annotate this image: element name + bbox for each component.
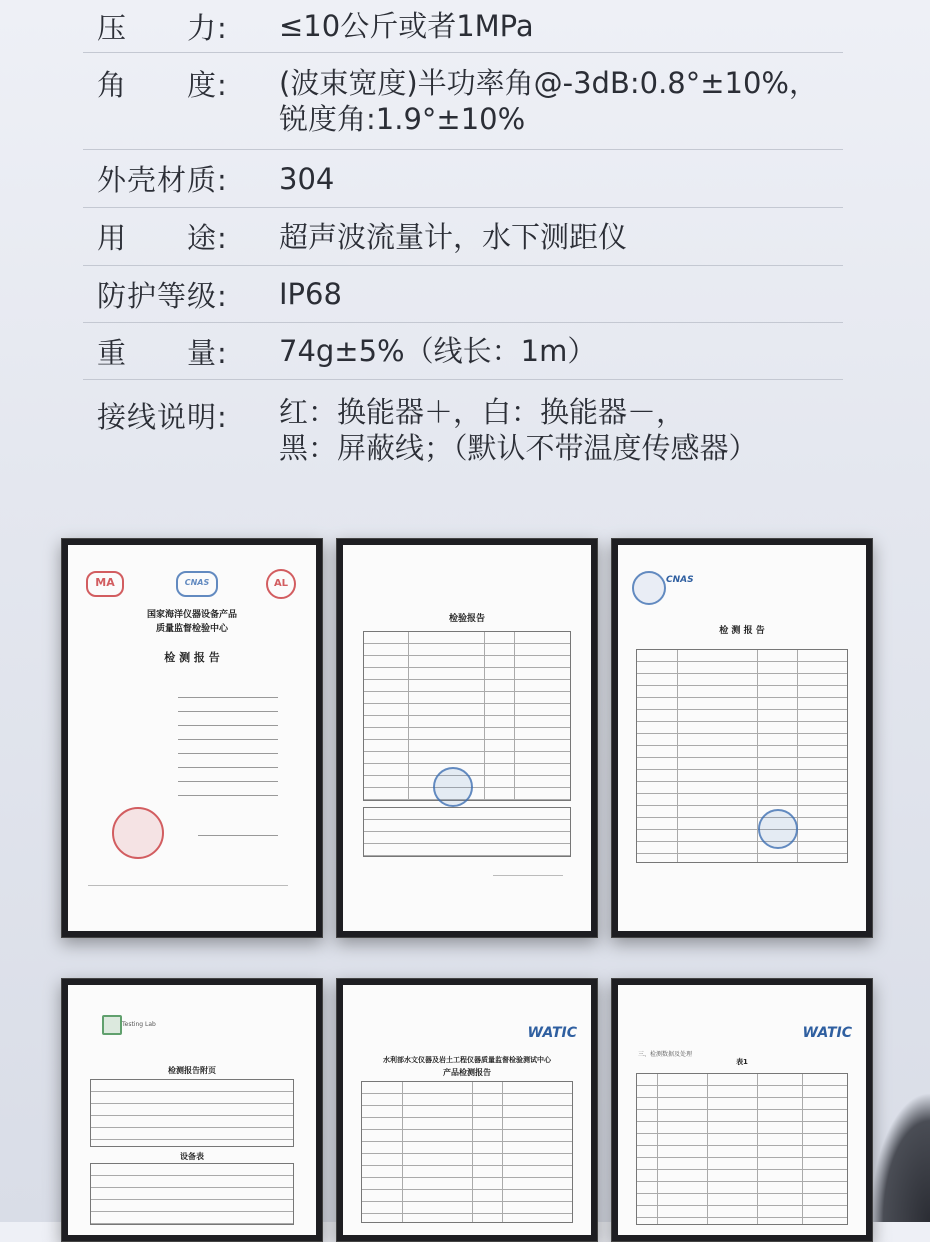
spec-value bbox=[279, 333, 843, 369]
cert-org: CNAS bbox=[666, 575, 694, 585]
spec-row-pressure bbox=[83, 0, 843, 53]
cert-sign-table bbox=[363, 807, 571, 857]
cert-title: 三、检测数据及处理 bbox=[638, 1051, 693, 1058]
spec-value bbox=[279, 65, 843, 137]
cert-title: 检验报告 bbox=[448, 614, 485, 624]
spec-row-weight bbox=[83, 323, 843, 380]
cert-org-line-2: 质量监督检验中心 bbox=[155, 624, 228, 634]
certificate-sheet bbox=[618, 545, 866, 931]
spec-value-line: 锐度角:1.9°±10% bbox=[279, 102, 526, 136]
certificate-sheet bbox=[618, 985, 866, 1235]
spec-value-line: 超声波流量计，水下测距仪 bbox=[279, 219, 628, 254]
watic-logo: WATIC bbox=[527, 1025, 577, 1041]
cma-logo-text: MA bbox=[95, 576, 115, 589]
spec-label: 用 途: bbox=[97, 221, 228, 255]
form-line bbox=[178, 739, 278, 740]
form-line bbox=[178, 753, 278, 754]
spec-label: 重 量: bbox=[97, 335, 228, 370]
red-official-seal bbox=[112, 807, 164, 859]
certificate-sheet bbox=[343, 545, 591, 931]
form-line bbox=[178, 795, 278, 796]
cert-subtitle: 产品检测报告 bbox=[443, 1068, 491, 1077]
spec-label: 角 度: bbox=[97, 68, 228, 102]
certificate-sheet bbox=[343, 985, 591, 1235]
spec-label: 外壳材质: bbox=[97, 163, 228, 197]
form-line bbox=[178, 725, 278, 726]
cert-subtitle: 表1 bbox=[736, 1058, 748, 1066]
spec-value bbox=[279, 390, 843, 466]
certificate-frame-4 bbox=[61, 978, 323, 1242]
footer-line bbox=[493, 875, 563, 876]
cert-data-table bbox=[90, 1079, 294, 1147]
cert-title: 检测报告附页 bbox=[168, 1066, 216, 1075]
cert-data-table bbox=[636, 649, 848, 863]
certificate-frame-6 bbox=[611, 978, 873, 1242]
cert-org: Testing Lab bbox=[122, 1021, 156, 1028]
form-line bbox=[178, 767, 278, 768]
cert-title: 检 测 报 告 bbox=[719, 626, 765, 636]
watic-logo: WATIC bbox=[802, 1025, 852, 1041]
cma-logo bbox=[86, 571, 124, 597]
certificate-sheet bbox=[68, 985, 316, 1235]
cert-subtitle: 设备表 bbox=[180, 1152, 204, 1161]
spec-value-line: 黑：屏蔽线；（默认不带温度传感器） bbox=[279, 430, 758, 465]
certificate-frame-3 bbox=[611, 538, 873, 938]
spec-value-line: 304 bbox=[279, 161, 335, 196]
spec-row-wiring bbox=[83, 380, 843, 475]
spec-row-protection bbox=[83, 266, 843, 323]
spec-value-line: 74g±5%（线长：1m） bbox=[279, 334, 597, 368]
cnas-logo bbox=[632, 571, 666, 605]
signature-line bbox=[198, 835, 278, 836]
cert-title: 水利部水文仪器及岩土工程仪器质量监督检验测试中心 bbox=[383, 1056, 551, 1064]
cert-org-line-1: 国家海洋仪器设备产品 bbox=[146, 610, 237, 620]
form-line bbox=[178, 697, 278, 698]
spec-value-line: ≤10公斤或者1MPa bbox=[279, 9, 534, 43]
spec-row-usage bbox=[83, 208, 843, 266]
form-line bbox=[178, 711, 278, 712]
cnas-logo bbox=[176, 571, 218, 597]
cert-equipment-table bbox=[90, 1163, 294, 1225]
blue-seal bbox=[758, 809, 798, 849]
cal-logo-text: AL bbox=[273, 578, 289, 589]
cnas-logo-text: CNAS bbox=[184, 578, 210, 587]
blue-seal bbox=[433, 767, 473, 807]
spec-value bbox=[279, 8, 843, 44]
cert-data-table bbox=[636, 1073, 848, 1225]
spec-row-angle bbox=[83, 53, 843, 150]
spec-value bbox=[279, 219, 843, 255]
spec-value-line: 红：换能器＋，白：换能器－， bbox=[279, 394, 686, 429]
certificate-frame-5 bbox=[336, 978, 598, 1242]
spec-row-material bbox=[83, 150, 843, 208]
certificate-frame-2 bbox=[336, 538, 598, 938]
spec-value bbox=[279, 161, 843, 197]
spec-label: 压 力: bbox=[97, 10, 228, 45]
spec-label: 防护等级: bbox=[97, 278, 228, 313]
footer-line bbox=[88, 885, 288, 886]
spec-value-line: (波束宽度)半功率角@-3dB:0.8°±10%， bbox=[279, 66, 818, 100]
cert-logo bbox=[102, 1015, 122, 1035]
spec-table bbox=[83, 0, 843, 475]
certificate-frame-1 bbox=[61, 538, 323, 938]
cal-logo bbox=[266, 569, 296, 599]
spec-value-line: IP68 bbox=[279, 277, 342, 311]
form-line bbox=[178, 781, 278, 782]
spec-value bbox=[279, 276, 843, 312]
device-cable-corner bbox=[870, 1092, 930, 1222]
cert-title: 检 测 报 告 bbox=[164, 651, 220, 664]
cert-data-table bbox=[361, 1081, 573, 1223]
certificate-sheet bbox=[68, 545, 316, 931]
spec-label: 接线说明: bbox=[97, 400, 228, 434]
